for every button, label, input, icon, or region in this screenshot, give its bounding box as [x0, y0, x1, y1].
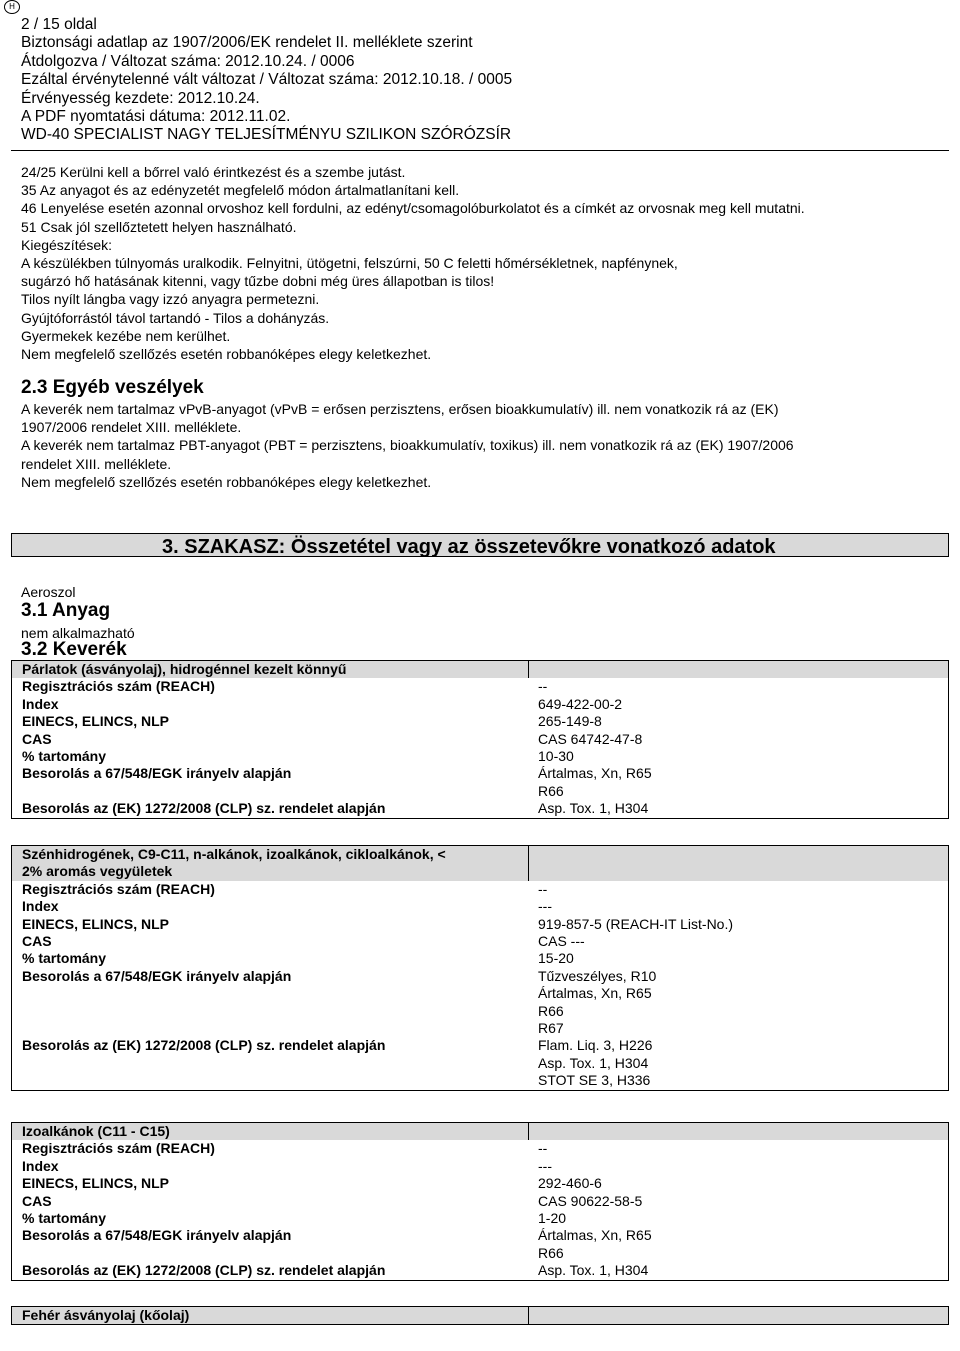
property-value — [528, 898, 948, 915]
property-value-line: Ártalmas, Xn, R65 — [538, 765, 652, 782]
component-name — [12, 1123, 528, 1140]
text-line: 1907/2006 rendelet XIII. melléklete. — [21, 419, 242, 436]
validity-line: Érvényesség kezdete: 2012.10.24. — [21, 89, 260, 107]
text-line: Nem megfelelő szellőzés esetén robbanóképes elegy keletkezhet. — [21, 473, 432, 490]
page-number: 2 / 15 oldal — [21, 16, 97, 33]
component-name — [12, 846, 528, 881]
property-row — [11, 1158, 949, 1175]
property-label: Index — [22, 695, 59, 712]
property-value-line: 649-422-00-2 — [538, 695, 623, 712]
property-value-line: R66 — [538, 782, 564, 799]
document-header — [21, 16, 941, 145]
phrase-line: Kiegészítések: — [21, 236, 113, 253]
property-value-line: 15-20 — [538, 950, 574, 967]
component-table — [11, 1122, 949, 1281]
phrase-line: A készülékben túlnyomás uralkodik. Felnyitni, ütögetni, felszúrni, 50 C feletti hőmérsékletnek, napfénynek, — [21, 254, 678, 271]
property-row — [11, 916, 949, 933]
text-line: A keverék nem tartalmaz PBT-anyagot (PBT = perzisztens, bioakkumulatív, toxikus) ill. nem vonatkozik rá az (EK) 1907/2006 — [21, 437, 794, 454]
property-value-line: 10-30 — [538, 748, 574, 765]
property-value-line: CAS 64742-47-8 — [538, 730, 643, 747]
property-value-line: --- — [538, 1157, 552, 1174]
property-value — [528, 1210, 948, 1227]
property-label: Besorolás az (EK) 1272/2008 (CLP) sz. rendelet alapján — [22, 800, 386, 817]
text-line: rendelet XIII. melléklete. — [21, 455, 172, 472]
property-row — [11, 1227, 949, 1262]
property-value-line: -- — [538, 678, 548, 695]
component-name-row — [11, 845, 949, 881]
property-row — [11, 1193, 949, 1210]
property-value — [528, 678, 948, 695]
property-value — [528, 1227, 948, 1262]
property-value-line: Tűzveszélyes, R10 — [538, 967, 657, 984]
property-value-line: CAS --- — [538, 933, 585, 950]
property-row — [11, 1037, 949, 1090]
property-value-line: -- — [538, 880, 548, 897]
property-value — [528, 950, 948, 967]
property-value-line: Asp. Tox. 1, H304 — [538, 800, 649, 817]
property-value — [528, 800, 948, 817]
property-label: % tartomány — [22, 1210, 107, 1227]
property-label: Regisztrációs szám (REACH) — [22, 678, 215, 695]
section-3-header — [11, 533, 949, 557]
property-row — [11, 678, 949, 695]
property-value — [528, 881, 948, 898]
property-row — [11, 713, 949, 730]
property-value-line: 292-460-6 — [538, 1175, 602, 1192]
component-name — [12, 661, 528, 678]
property-label: EINECS, ELINCS, NLP — [22, 1175, 170, 1192]
property-value — [528, 748, 948, 765]
property-value-line: --- — [538, 898, 552, 915]
component-name-line: Izoalkánok (C11 - C15) — [22, 1123, 170, 1139]
component-table — [11, 660, 949, 819]
property-label: Besorolás az (EK) 1272/2008 (CLP) sz. rendelet alapján — [22, 1262, 386, 1279]
component-name-line: Szénhidrogének, C9-C11, n-alkánok, izoalkánok, cikloalkánok, < — [22, 846, 446, 862]
component-name-line: 2% aromás vegyületek — [22, 863, 173, 880]
property-value — [528, 765, 948, 800]
component-name-spacer — [528, 1307, 948, 1324]
section-3-title: 3. SZAKASZ: Összetétel vagy az összetevőkre vonatkozó adatok — [162, 536, 776, 558]
phrases-block — [21, 163, 941, 363]
property-value-line: 919-857-5 (REACH-IT List-No.) — [538, 915, 734, 932]
section-2-3-title: 2.3 Egyéb veszélyek — [21, 377, 204, 398]
property-value-line: Asp. Tox. 1, H304 — [538, 1262, 649, 1279]
property-label: Index — [22, 1157, 59, 1174]
regulation-line: Biztonsági adatlap az 1907/2006/EK rendelet II. melléklete szerint — [21, 34, 473, 52]
aerosol-label: Aeroszol — [21, 584, 76, 600]
property-value-line: STOT SE 3, H336 — [538, 1072, 651, 1089]
component-table — [11, 1306, 949, 1325]
property-value — [528, 696, 948, 713]
property-value-line: 1-20 — [538, 1210, 567, 1227]
component-name-spacer — [528, 846, 948, 881]
property-value — [528, 968, 948, 1038]
revision-line: Átdolgozva / Változat száma: 2012.10.24. / 0006 — [21, 52, 355, 70]
property-label: Regisztrációs szám (REACH) — [22, 880, 215, 897]
property-value-line: -- — [538, 1140, 548, 1157]
property-value-line: Ártalmas, Xn, R65 — [538, 985, 652, 1002]
property-value — [528, 1175, 948, 1192]
component-name — [12, 1307, 528, 1324]
property-value-line: R67 — [538, 1020, 564, 1037]
property-label: % tartomány — [22, 950, 107, 967]
section-2-3-text — [21, 400, 941, 491]
property-row — [11, 800, 949, 818]
section-3-1-title: 3.1 Anyag — [21, 600, 111, 621]
phrase-line: 51 Csak jól szellőztetett helyen használható. — [21, 218, 297, 235]
property-value — [528, 916, 948, 933]
section-3-2-title: 3.2 Keverék — [21, 639, 127, 660]
property-row — [11, 1140, 949, 1157]
property-value — [528, 1262, 948, 1279]
property-value — [528, 933, 948, 950]
property-value-line: Ártalmas, Xn, R65 — [538, 1227, 652, 1244]
property-row — [11, 933, 949, 950]
property-label: EINECS, ELINCS, NLP — [22, 915, 170, 932]
property-value-line: R66 — [538, 1244, 564, 1261]
phrase-line: Gyújtóforrástól távol tartandó - Tilos a dohányzás. — [21, 309, 330, 326]
property-value-line: R66 — [538, 1002, 564, 1019]
property-label: Index — [22, 898, 59, 915]
property-row — [11, 1175, 949, 1192]
phrase-line: Nem megfelelő szellőzés esetén robbanóképes elegy keletkezhet. — [21, 345, 432, 362]
property-value — [528, 1037, 948, 1089]
property-row — [11, 765, 949, 800]
property-value-line: CAS 90622-58-5 — [538, 1192, 643, 1209]
property-label: Besorolás a 67/548/EGK irányelv alapján — [22, 1227, 292, 1244]
phrase-line: sugárzó hő hatásának kitenni, vagy tűzbe dobni még üres állapotban is tilos! — [21, 273, 495, 290]
property-label: CAS — [22, 730, 52, 747]
component-name-row — [11, 1122, 949, 1140]
property-value — [528, 1193, 948, 1210]
header-divider — [11, 150, 949, 151]
component-name-spacer — [528, 661, 948, 678]
property-row — [11, 968, 949, 1038]
property-value — [528, 1140, 948, 1157]
property-label: Besorolás az (EK) 1272/2008 (CLP) sz. rendelet alapján — [22, 1037, 386, 1054]
print-date-line: A PDF nyomtatási dátuma: 2012.11.02. — [21, 107, 291, 125]
property-value-line: 265-149-8 — [538, 713, 602, 730]
property-row — [11, 898, 949, 915]
component-name-line: Fehér ásványolaj (kőolaj) — [22, 1307, 190, 1323]
property-value — [528, 731, 948, 748]
property-row — [11, 950, 949, 967]
property-label: % tartomány — [22, 748, 107, 765]
phrase-line: 24/25 Kerülni kell a bőrrel való érintkezést és a szembe jutást. — [21, 164, 406, 180]
property-row — [11, 1210, 949, 1227]
text-line: A keverék nem tartalmaz vPvB-anyagot (vPvB = erősen perzisztens, erősen bioakkumulatív) ill. nem vonatkozik rá az (EK) — [21, 401, 779, 417]
property-label: EINECS, ELINCS, NLP — [22, 713, 170, 730]
property-value — [528, 713, 948, 730]
phrase-line: 35 Az anyagot és az edényzetét megfelelő módon ártalmatlanítani kell. — [21, 182, 460, 199]
property-label: Besorolás a 67/548/EGK irányelv alapján — [22, 765, 292, 782]
property-value — [528, 1158, 948, 1175]
phrase-line: Gyermekek kezébe nem kerülhet. — [21, 327, 231, 344]
property-label: CAS — [22, 1192, 52, 1209]
component-name-row — [11, 1306, 949, 1325]
property-label: Besorolás a 67/548/EGK irányelv alapján — [22, 967, 292, 984]
property-row — [11, 748, 949, 765]
superseded-line: Ezáltal érvénytelenné vált változat / Változat száma: 2012.10.18. / 0005 — [21, 71, 513, 89]
logo-h-icon: H — [4, 0, 20, 14]
section-3-1-text: nem alkalmazható — [21, 625, 135, 641]
property-value-line: Flam. Liq. 3, H226 — [538, 1037, 653, 1054]
component-name-line: Párlatok (ásványolaj), hidrogénnel kezelt könnyű — [22, 661, 347, 677]
property-row — [11, 731, 949, 748]
phrase-line: 46 Lenyelése esetén azonnal orvoshoz kell fordulni, az edényt/csomagolóburkolatot és a címkét az orvosnak meg kell mutatni. — [21, 200, 805, 217]
component-name-spacer — [528, 1123, 948, 1140]
phrase-line: Tilos nyílt lángba vagy izzó anyagra permetezni. — [21, 291, 320, 308]
property-row — [11, 1262, 949, 1280]
property-label: Regisztrációs szám (REACH) — [22, 1140, 215, 1157]
property-label: CAS — [22, 933, 52, 950]
component-table — [11, 845, 949, 1091]
product-name: WD-40 SPECIALIST NAGY TELJESÍTMÉNYU SZILIKON SZÓRÓZSÍR — [21, 126, 512, 144]
property-row — [11, 881, 949, 898]
component-name-row — [11, 660, 949, 678]
property-value-line: Asp. Tox. 1, H304 — [538, 1054, 649, 1071]
property-row — [11, 696, 949, 713]
